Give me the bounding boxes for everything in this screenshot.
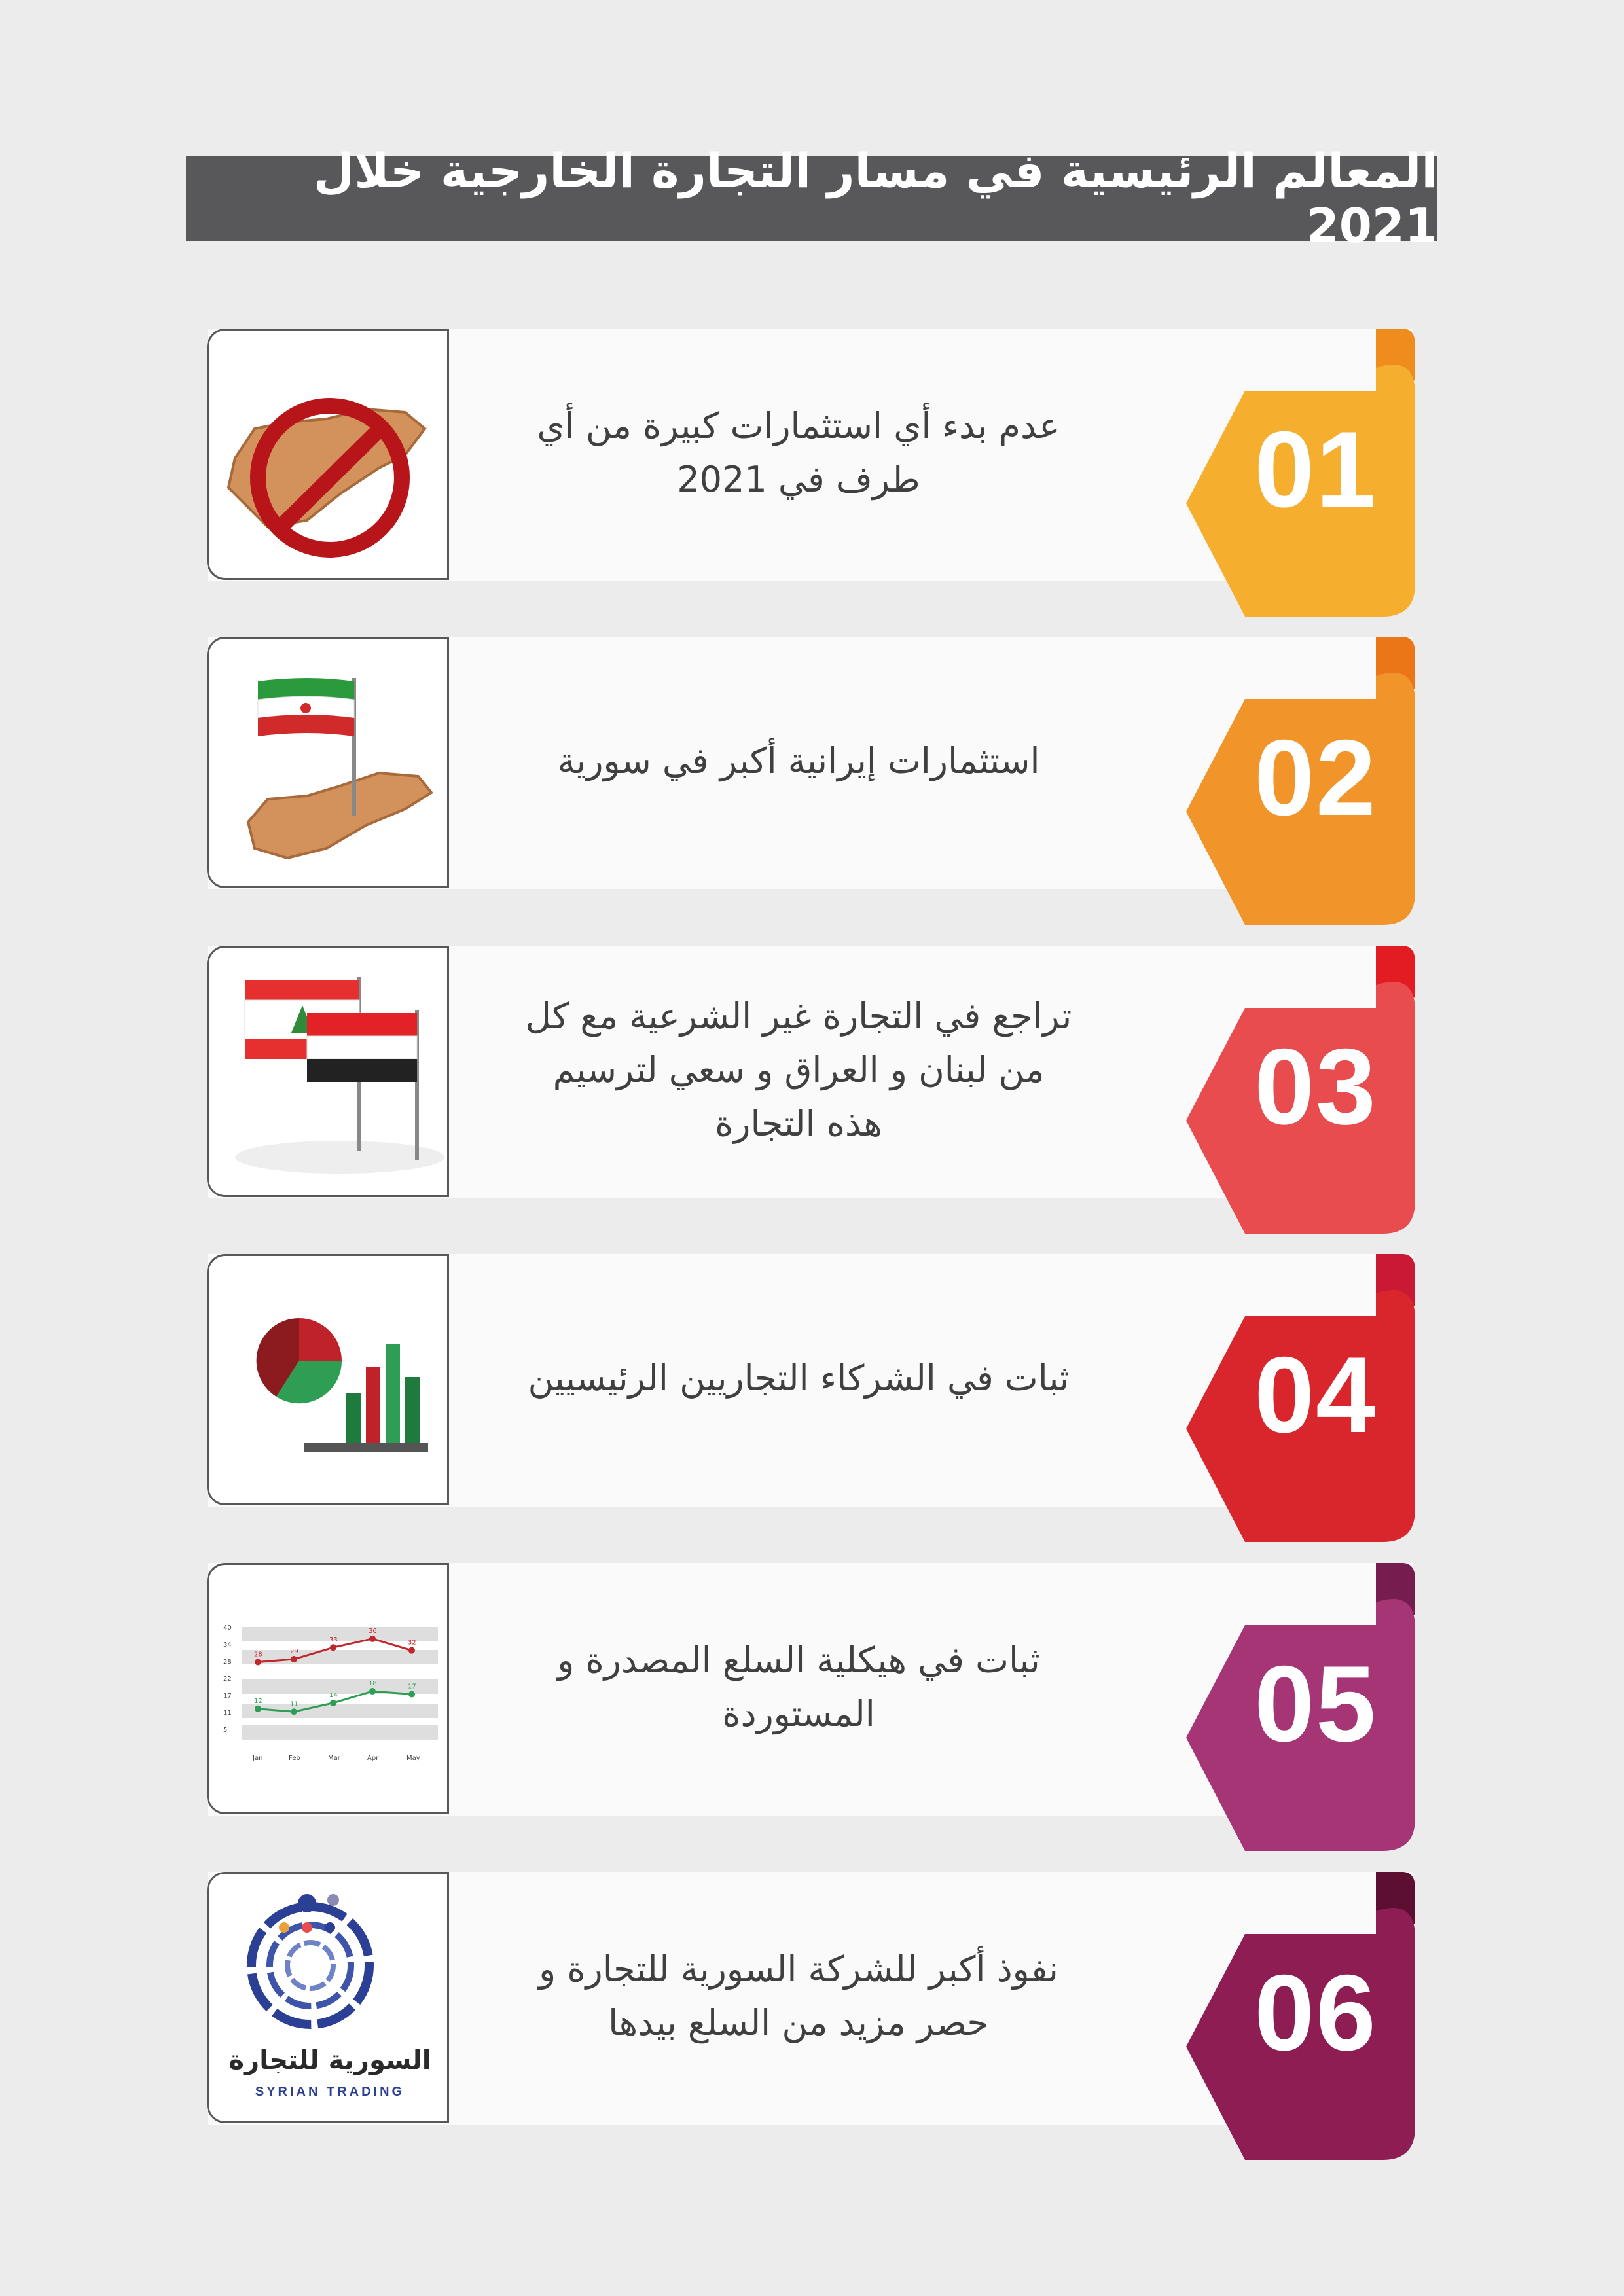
pie-bar-chart-icon (207, 1254, 449, 1505)
milestone-number: 06 (1254, 1952, 1377, 2073)
milestone-text (497, 1280, 1100, 1477)
upper-series-point (255, 1659, 261, 1665)
milestone-number: 04 (1254, 1334, 1377, 1455)
lower-series-point (408, 1691, 415, 1698)
lower-series-data-label: 11 (290, 1700, 298, 1708)
milestone-number: 02 (1254, 717, 1377, 838)
lower-series-data-label: 18 (369, 1680, 377, 1688)
milestone-text (497, 663, 1100, 859)
upper-series-data-label: 36 (369, 1627, 377, 1635)
upper-series-data-label: 28 (254, 1651, 262, 1659)
milestone-text (497, 1589, 1100, 1785)
upper-series-point (330, 1644, 336, 1651)
upper-series-data-label: 32 (408, 1639, 416, 1647)
milestone-number: 05 (1254, 1643, 1377, 1764)
mini-chart-month-label: Apr (367, 1755, 379, 1762)
line-chart-icon (207, 1563, 449, 1814)
mini-chart-month-label: May (406, 1755, 420, 1762)
mini-chart-y-tick: 40 (223, 1624, 232, 1632)
page-title-bar (186, 143, 1437, 253)
no-investment-map-icon (207, 329, 449, 580)
upper-series-point (369, 1636, 376, 1642)
mini-chart-y-tick: 17 (223, 1693, 232, 1700)
mini-chart-month-label: Feb (289, 1755, 300, 1762)
mini-chart-y-tick: 28 (223, 1659, 232, 1666)
milestone-text (497, 1898, 1100, 2094)
upper-series-data-label: 29 (290, 1648, 298, 1656)
page-title: المعالم الرئيسية في مسار التجارة الخارجية خلال 2021 (313, 143, 1437, 253)
mini-chart-y-tick: 34 (223, 1641, 232, 1649)
upper-series-data-label: 33 (329, 1636, 338, 1644)
lower-series-point (330, 1700, 336, 1706)
mini-chart-month-label: Mar (328, 1755, 340, 1762)
milestone-row (0, 1563, 1624, 1851)
mini-chart-month-label: Jan (253, 1755, 263, 1762)
mini-chart-y-tick: 22 (223, 1676, 232, 1683)
lower-series-data-label: 14 (329, 1691, 338, 1699)
milestone-label: استثمارات إيرانية أكبر في سورية (557, 740, 1040, 781)
lower-series-data-label: 17 (408, 1683, 416, 1691)
milestone-label: عدم بدء أي استثمارات كبيرة من أي طرف في 2021 (537, 405, 1060, 500)
milestone-row (0, 637, 1624, 925)
milestone-number: 03 (1254, 1026, 1377, 1147)
logo-english-text: SYRIAN TRADING (255, 2085, 405, 2099)
lower-series-point (255, 1706, 261, 1712)
milestone-text (497, 355, 1100, 551)
lebanon-iraq-flags-icon (207, 946, 449, 1197)
upper-series-point (291, 1656, 297, 1662)
syrian-trading-logo-icon (207, 1872, 449, 2123)
lower-series-point (291, 1708, 297, 1715)
milestone-text (497, 972, 1100, 1168)
lower-series-point (369, 1688, 376, 1695)
mini-chart-y-tick: 11 (223, 1710, 232, 1717)
milestone-label: ثبات في الشركاء التجاريين الرئيسيين (528, 1357, 1070, 1399)
lower-series-data-label: 12 (254, 1697, 262, 1705)
milestone-label: نفوذ أكبر للشركة السورية للتجارة و حصر مزيد من السلع بيدها (539, 1948, 1058, 2043)
iran-flag-on-map-icon (207, 637, 449, 888)
milestone-row (0, 1872, 1624, 2160)
milestone-row (0, 946, 1624, 1234)
upper-series-point (408, 1647, 415, 1654)
milestone-row (0, 1254, 1624, 1542)
milestone-label: ثبات في هيكلية السلع المصدرة و المستوردة (557, 1640, 1040, 1734)
mini-chart-y-tick: 5 (223, 1727, 228, 1734)
milestone-label: تراجع في التجارة غير الشرعية مع كل من لبنان و العراق و سعي لترسيم هذه التجارة (525, 996, 1072, 1144)
logo-arabic-text: السورية للتجارة (228, 2045, 431, 2075)
milestone-number: 01 (1254, 408, 1377, 529)
milestone-row (0, 329, 1624, 617)
